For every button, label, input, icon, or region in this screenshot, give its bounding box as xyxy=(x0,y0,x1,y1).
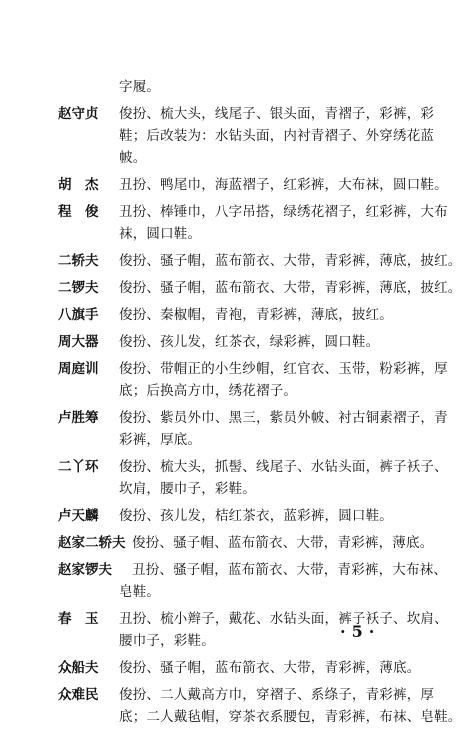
costume-description-continued: 底；二人戴毡帽，穿茶衣系腰包，青彩裤，布袜、皂鞋。 xyxy=(119,709,462,725)
costume-description: 俊扮、秦椒帽，青袍，青彩裤，薄底，披红。 xyxy=(119,307,393,323)
costume-entry xyxy=(0,174,473,196)
costume-entry xyxy=(0,456,473,500)
costume-entry xyxy=(0,277,473,299)
costume-description: 俊扮、骚子帽，蓝布箭衣、大带，青彩裤，薄底，披红。 xyxy=(119,253,462,269)
costume-entry xyxy=(0,304,473,326)
costume-description: 俊扮、紫员外巾、黑三，紫员外帔、衬古铜素褶子，青 xyxy=(119,410,448,426)
costume-entry xyxy=(0,331,473,353)
costume-description: 俊扮、带帽正的小生纱帽，红官衣、玉带，粉彩裤，厚 xyxy=(119,361,448,377)
character-name: 众船夫 xyxy=(58,660,99,676)
costume-entry xyxy=(0,103,473,169)
costume-description: 字履。 xyxy=(119,79,161,95)
costume-description-continued: 坎肩，腰巾子，彩鞋。 xyxy=(119,481,256,497)
character-name: 胡 杰 xyxy=(58,177,99,193)
character-name: 二丫环 xyxy=(58,459,99,475)
costume-description: 俊扮、骚子帽，蓝布箭衣、大带，青彩裤，薄底，披红。 xyxy=(119,280,462,296)
costume-description: 丑扮、鸭尾巾，海蓝褶子，红彩裤，大布袜，圆口鞋。 xyxy=(119,177,448,193)
costume-entry xyxy=(0,505,473,527)
character-name: 程 俊 xyxy=(58,204,99,220)
page-number: ·5· xyxy=(340,622,381,641)
costume-description: 俊扮、二人戴高方巾，穿褶子、系绦子，青彩裤，厚 xyxy=(119,687,435,703)
costume-description: 丑扮、棒锤巾，八字吊搭，绿绣花褶子，红彩裤，大布 xyxy=(119,204,448,220)
character-name: 赵守贞 xyxy=(58,106,99,122)
costume-entry xyxy=(0,684,473,728)
character-name: 赵家二轿夫 xyxy=(58,535,126,551)
costume-description: 俊扮、骚子帽，蓝布箭衣、大带，青彩裤，薄底。 xyxy=(119,660,421,676)
character-name: 卢天麟 xyxy=(58,508,99,524)
costume-description-continued: 腰巾子，彩鞋。 xyxy=(119,633,215,649)
character-name: 卢胜筹 xyxy=(58,410,99,426)
costume-description-continued: 帔。 xyxy=(119,150,147,166)
character-name: 二轿夫 xyxy=(58,253,99,269)
costume-entry xyxy=(0,532,473,554)
costume-entry xyxy=(0,407,473,451)
costume-entry xyxy=(0,559,473,603)
costume-description-continued: 袜，圆口鞋。 xyxy=(119,226,202,242)
costume-entry xyxy=(0,657,473,679)
costume-description: 俊扮、梳大头，抓髻、线尾子、水钻头面，裤子袄子、 xyxy=(119,459,448,475)
costume-description: 俊扮、骚子帽、蓝布箭衣、大带，青彩裤，薄底。 xyxy=(132,535,434,551)
costume-entry xyxy=(0,358,473,402)
costume-entry xyxy=(0,250,473,272)
character-name: 众难民 xyxy=(58,687,99,703)
costume-entry xyxy=(0,608,473,652)
costume-description-continued: 彩裤，厚底。 xyxy=(119,432,202,448)
costume-description: 俊扮、孩儿发，桔红茶衣，蓝彩裤，圆口鞋。 xyxy=(119,508,393,524)
character-name: 赵家锣夫 xyxy=(58,562,112,578)
costume-description-continued: 鞋；后改装为：水钻头面，内衬青褶子、外穿绣花蓝 xyxy=(119,128,435,144)
costume-description: 俊扮、孩儿发，红茶衣，绿彩裤，圆口鞋。 xyxy=(119,334,380,350)
costume-list xyxy=(0,76,473,733)
costume-description: 丑扮、梳小辫子，戴花、水钻头面，裤子袄子、坎肩、 xyxy=(119,611,448,627)
character-name: 二锣夫 xyxy=(58,280,99,296)
character-name: 周庭训 xyxy=(58,361,99,377)
costume-description-continued: 底；后换高方巾，绣花褶子。 xyxy=(119,383,298,399)
costume-description: 俊扮、梳大头，线尾子、银头面，青褶子，彩裤，彩 xyxy=(119,106,435,122)
character-name: 八旗手 xyxy=(58,307,99,323)
character-name: 春 玉 xyxy=(58,611,99,627)
costume-description: 丑扮、骚子帽，蓝布箭衣、大带，青彩裤，大布袜、 xyxy=(132,562,448,578)
costume-entry xyxy=(0,201,473,245)
costume-entry xyxy=(0,76,473,98)
character-name: 周大器 xyxy=(58,334,99,350)
costume-description-continued: 皂鞋。 xyxy=(119,584,161,600)
